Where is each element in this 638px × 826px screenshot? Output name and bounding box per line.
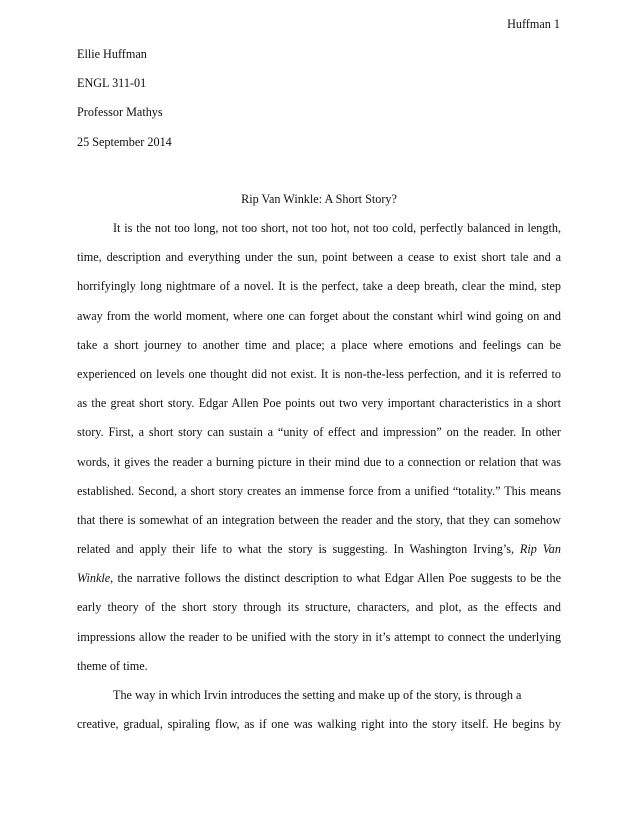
running-head: Huffman 1 [507,17,560,31]
professor-name: Professor Mathys [77,105,163,120]
paragraph-line: that there is somewhat of an integration between the reader and the story, that they can somehow [77,512,561,527]
paragraph-line: horrifyingly long nightmare of a novel. It is the perfect, take a deep breath, clear the mind, step [77,279,561,294]
paragraph-line: early theory of the short story through its structure, characters, and plot, as the effects and [77,600,561,615]
book-title-italic: Rip Van [519,542,561,557]
paragraph-line: away from the world moment, where one can forget about the constant whirl wind going on and [77,308,561,323]
paragraph-line: story. First, a short story can sustain a “unity of effect and impression” on the reader. In other [77,425,561,440]
paragraph-line: The way in which Irvin introduces the setting and make up of the story, is through a [113,688,522,702]
paragraph-line: words, it gives the reader a burning picture in their mind due to a connection or relation that was [77,454,561,469]
paragraph-line: theme of time. [77,658,148,673]
paragraph-line: as the great short story. Edgar Allen Poe points out two very important characteristics in a short [77,396,561,411]
course-code: ENGL 311-01 [77,76,147,91]
essay-title: Rip Van Winkle: A Short Story? [241,192,397,206]
paragraph-line: established. Second, a short story creates an immense force from a unified “totality.” This means [77,483,561,498]
date-line: 25 September 2014 [77,134,172,149]
paragraph-line [77,542,561,571]
paragraph-line: impressions allow the reader to be unified with the story in it’s attempt to connect the underlying [77,629,561,644]
line-text: related and apply their life to what the story is suggesting. In Washington Irving’s, [77,542,520,557]
paragraph-line: creative, gradual, spiraling flow, as if one was walking right into the story itself. He begins by [77,717,561,732]
heading-block [77,47,172,164]
paragraph-line: time, description and everything under the sun, point between a cease to exist short tale and a [77,250,561,265]
paragraph-line: It is the not too long, not too short, not too hot, not too cold, perfectly balanced in length, [113,221,561,235]
essay-body [77,221,561,746]
book-title-italic: Winkle [77,571,111,586]
author-name: Ellie Huffman [77,47,147,61]
line-text: , the narrative follows the distinct description to what Edgar Allen Poe suggests to be the [110,571,561,586]
paragraph-line: experienced on levels one thought did not exist. It is non-the-less perfection, and it is referred to [77,366,561,381]
paragraph-line: take a short journey to another time and place; a place where emotions and feelings can be [77,337,561,352]
paragraph-line [77,571,561,600]
